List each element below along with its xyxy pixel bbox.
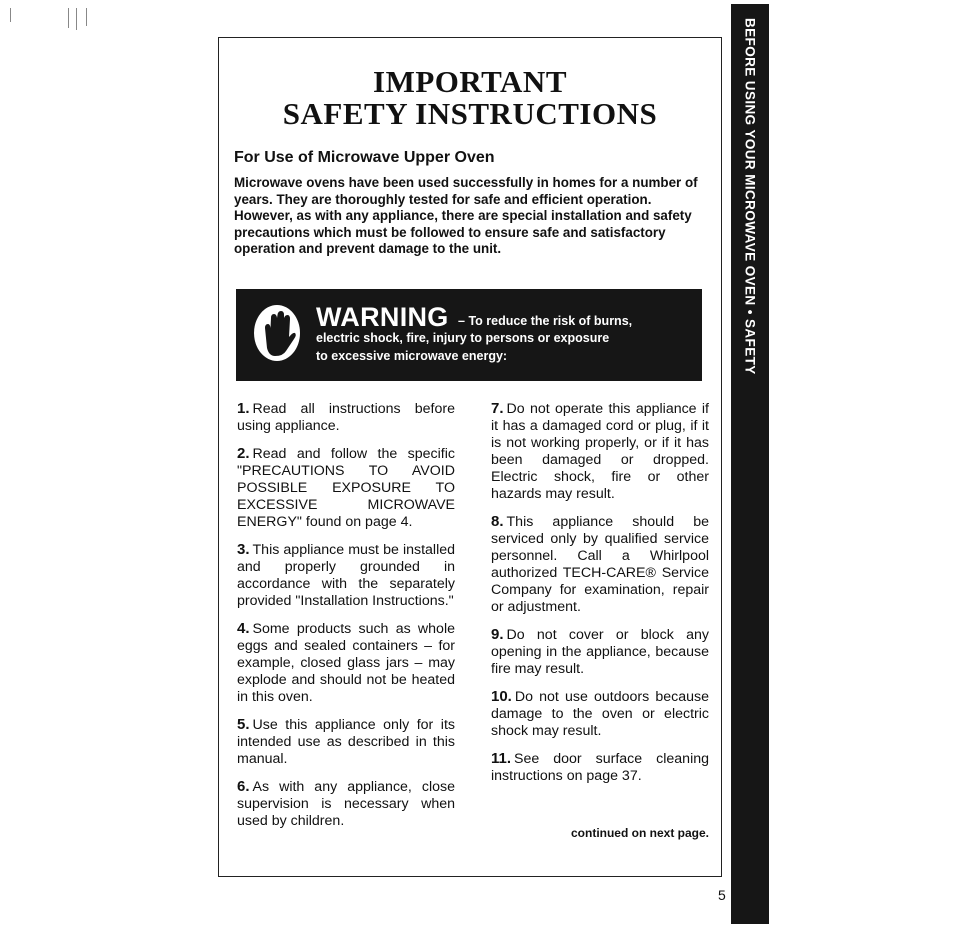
title-line-1: IMPORTANT — [373, 64, 567, 99]
item-number: 2. — [237, 445, 250, 462]
scan-marks — [10, 8, 90, 28]
instructions-right-column — [491, 400, 709, 795]
warning-lead — [458, 314, 632, 328]
side-tab-label: BEFORE USING YOUR MICROWAVE OVEN • SAFETY — [742, 18, 758, 375]
hand-stop-icon — [253, 304, 301, 362]
instruction-item — [237, 716, 455, 768]
item-text: See door surface cleaning instructions on page 37. — [491, 751, 709, 784]
item-text: Read all instructions before using appliance. — [237, 401, 455, 434]
instruction-item — [237, 778, 455, 830]
title-line-2: SAFETY INSTRUCTIONS — [282, 96, 658, 131]
item-number: 11. — [491, 750, 512, 767]
item-number: 7. — [491, 400, 504, 417]
item-number: 6. — [237, 778, 250, 795]
item-number: 5. — [237, 716, 250, 733]
intro-paragraph: Microwave ovens have been used successfully in homes for a number of years. They are thoroughly tested for safe and efficient operation. However, as with any appliance, there are special installation and safety precautions which must be followed to ensure safe and satisfactory operation and prevent damage to the unit. — [234, 175, 698, 257]
item-number: 1. — [237, 400, 250, 417]
item-text: Use this appliance only for its intended use as described in this manual. — [237, 717, 455, 767]
item-number: 10. — [491, 688, 512, 705]
warning-dash: – — [458, 314, 469, 328]
item-text: Read and follow the specific "PRECAUTIONS TO AVOID POSSIBLE EXPOSURE TO EXCESSIVE MICROWAVE ENERGY" found on page 4. — [237, 446, 455, 530]
instruction-item — [491, 750, 709, 785]
instruction-item — [237, 445, 455, 531]
section-subtitle: For Use of Microwave Upper Oven — [234, 149, 495, 166]
instruction-item — [491, 513, 709, 616]
item-text: This appliance should be serviced only by qualified service personnel. Call a Whirlpool authorized TECH-CARE® Service Company for examination, repair or adjustment. — [491, 514, 709, 615]
item-number: 9. — [491, 626, 504, 643]
instruction-item — [491, 688, 709, 740]
instruction-item — [237, 400, 455, 435]
item-number: 8. — [491, 513, 504, 530]
warning-box — [236, 289, 702, 381]
instructions-left-column — [237, 400, 455, 840]
warning-heading: WARNING — [316, 302, 449, 332]
item-text: Do not use outdoors because damage to the oven or electric shock may result. — [491, 689, 709, 739]
instruction-item — [237, 620, 455, 706]
page-number: 5 — [718, 887, 726, 903]
instruction-item — [237, 541, 455, 610]
item-number: 3. — [237, 541, 250, 558]
item-number: 4. — [237, 620, 250, 637]
item-text: As with any appliance, close supervision is necessary when used by children. — [237, 779, 455, 829]
page-title — [218, 66, 722, 130]
warning-line-3: to excessive microwave energy: — [316, 349, 508, 363]
warning-lead-text: To reduce the risk of burns, — [468, 314, 633, 328]
item-text: Some products such as whole eggs and sealed containers – for example, closed glass jars – may explode and should not be heated in this oven. — [237, 621, 455, 705]
continued-note: continued on next page. — [570, 826, 709, 840]
instruction-item — [491, 400, 709, 503]
instruction-item — [491, 626, 709, 678]
warning-line-2: electric shock, fire, injury to persons or exposure — [316, 331, 610, 345]
item-text: Do not operate this appliance if it has a damaged cord or plug, if it is not working properly, or if it has been damaged or dropped. Electric shock, fire or other hazards may result. — [491, 401, 709, 502]
item-text: This appliance must be installed and properly grounded in accordance with the separately provided "Installation Instructions." — [237, 542, 455, 609]
item-text: Do not cover or block any opening in the appliance, because fire may result. — [491, 627, 709, 677]
section-side-tab — [731, 4, 769, 924]
